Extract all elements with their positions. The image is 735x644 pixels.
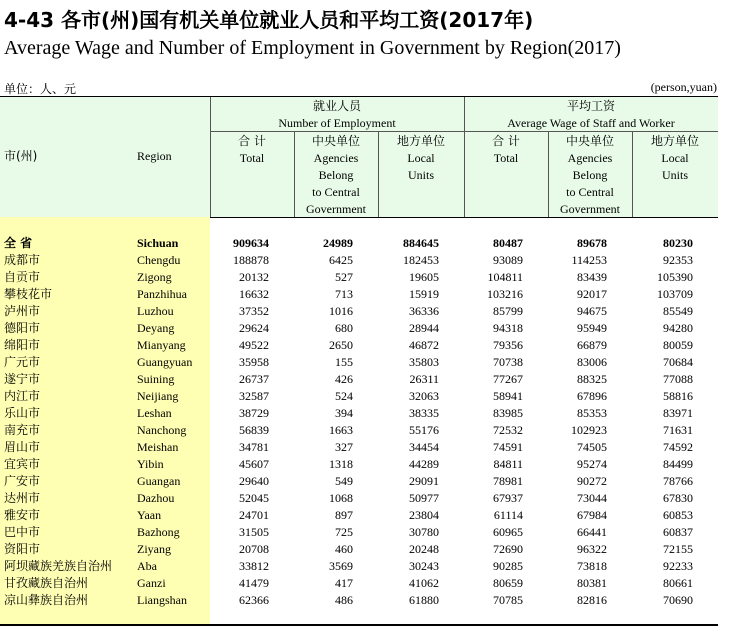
cell-wage-total: 60965: [493, 525, 523, 539]
region-name-cn: 眉山市: [4, 440, 41, 454]
cell-wage-local: 85549: [663, 304, 693, 318]
header-wage-local-en2: Units: [661, 168, 688, 182]
cell-emp-total: 16632: [239, 287, 269, 301]
cell-emp-central: 897: [335, 508, 353, 522]
cell-wage-central: 102923: [571, 423, 607, 437]
cell-wage-central: 90272: [577, 474, 607, 488]
cell-emp-total: 24701: [239, 508, 269, 522]
cell-wage-local: 72155: [663, 542, 693, 556]
cell-wage-total: 67937: [493, 491, 523, 505]
cell-emp-total: 37352: [239, 304, 269, 318]
cell-wage-local: 67830: [663, 491, 693, 505]
cell-emp-central: 3569: [329, 559, 353, 573]
header-emp-central-en4: Government: [306, 202, 366, 216]
cell-emp-central: 1068: [329, 491, 353, 505]
region-name-cn: 遂宁市: [4, 372, 41, 386]
header-wage-total-cn: 合 计: [492, 134, 520, 148]
header-wage-cn: 平均工资: [566, 99, 615, 113]
header-wage-central-cn: 中央单位: [565, 134, 614, 148]
header-city: 市(州): [4, 149, 38, 163]
cell-wage-total: 79356: [493, 338, 523, 352]
table-row: [0, 337, 718, 354]
region-name-cn: 德阳市: [4, 321, 41, 335]
cell-emp-local: 50977: [409, 491, 439, 505]
cell-emp-central: 417: [335, 576, 353, 590]
cell-wage-total: 70738: [493, 355, 523, 369]
cell-emp-total: 29624: [239, 321, 269, 335]
cell-wage-total: 83985: [493, 406, 523, 420]
page-title-en: Average Wage and Number of Employment in Government by Region(2017): [4, 37, 621, 59]
table-row: [0, 575, 718, 592]
cell-wage-local: 78766: [663, 474, 693, 488]
cell-emp-local: 26311: [409, 372, 439, 386]
cell-emp-local: 20248: [409, 542, 439, 556]
cell-emp-central: 725: [335, 525, 353, 539]
cell-emp-central: 327: [335, 440, 353, 454]
cell-wage-local: 80059: [663, 338, 693, 352]
header-employment-en: Number of Employment: [278, 116, 396, 130]
header-wage-local-en1: Local: [661, 151, 689, 165]
region-name-en: Chengdu: [137, 253, 181, 267]
table-row: [0, 286, 718, 303]
unit-label-en: (person,yuan): [650, 80, 717, 94]
cell-emp-central: 713: [335, 287, 353, 301]
cell-emp-total: 29640: [239, 474, 269, 488]
region-name-en: Bazhong: [137, 525, 180, 539]
cell-emp-local: 36336: [409, 304, 439, 318]
cell-emp-total: 62366: [239, 593, 269, 607]
table-row: [0, 354, 718, 371]
cell-wage-total: 103216: [487, 287, 523, 301]
region-name-en: Aba: [137, 559, 157, 573]
cell-wage-central: 88325: [577, 372, 607, 386]
region-name-cn: 攀枝花市: [4, 287, 53, 301]
header-wage-en: Average Wage of Staff and Worker: [507, 116, 675, 130]
cell-emp-total: 49522: [239, 338, 269, 352]
cell-wage-local: 80230: [663, 236, 693, 250]
cell-emp-total: 35958: [239, 355, 269, 369]
region-name-cn: 雅安市: [4, 508, 41, 522]
region-name-cn: 巴中市: [4, 525, 41, 539]
table-header: [0, 97, 718, 217]
table-row: [0, 524, 718, 541]
table-row: [0, 269, 718, 286]
header-emp-central-en1: Agencies: [313, 151, 359, 165]
table-row: [0, 388, 718, 405]
cell-wage-total: 93089: [493, 253, 523, 267]
header-emp-local-en1: Local: [407, 151, 435, 165]
cell-emp-central: 527: [335, 270, 353, 284]
cell-wage-central: 83439: [577, 270, 607, 284]
cell-wage-central: 80381: [577, 576, 607, 590]
cell-wage-local: 83971: [663, 406, 693, 420]
region-name-cn: 达州市: [4, 491, 41, 505]
table-row: [0, 558, 718, 575]
cell-emp-local: 23804: [409, 508, 439, 522]
cell-emp-total: 909634: [233, 236, 269, 250]
header-emp-total-en: Total: [239, 151, 265, 165]
cell-wage-local: 70690: [663, 593, 693, 607]
cell-wage-local: 58816: [663, 389, 693, 403]
table-body: [0, 235, 718, 609]
cell-emp-central: 1318: [329, 457, 353, 471]
cell-wage-total: 104811: [487, 270, 523, 284]
region-name-en: Suining: [137, 372, 175, 386]
cell-emp-local: 19605: [409, 270, 439, 284]
cell-emp-total: 38729: [239, 406, 269, 420]
table-row: [0, 541, 718, 558]
region-name-en: Yaan: [137, 508, 162, 522]
cell-wage-local: 71631: [663, 423, 693, 437]
cell-emp-central: 155: [335, 355, 353, 369]
cell-emp-local: 44289: [409, 457, 439, 471]
cell-emp-central: 2650: [329, 338, 353, 352]
region-name-cn: 泸州市: [4, 304, 41, 318]
region-name-en: Guangan: [137, 474, 181, 488]
cell-wage-local: 74592: [663, 440, 693, 454]
cell-wage-central: 96322: [577, 542, 607, 556]
region-name-en: Nanchong: [137, 423, 187, 437]
region-name-en: Yibin: [137, 457, 164, 471]
table-row: [0, 507, 718, 524]
page-title-cn: 4-43 各市(州)国有机关单位就业人员和平均工资(2017年): [4, 8, 534, 32]
cell-wage-local: 105390: [657, 270, 693, 284]
cell-wage-total: 77267: [493, 372, 523, 386]
cell-emp-local: 38335: [409, 406, 439, 420]
region-name-en: Liangshan: [137, 593, 187, 607]
cell-emp-local: 28944: [409, 321, 439, 335]
cell-wage-total: 72690: [493, 542, 523, 556]
cell-emp-central: 6425: [329, 253, 353, 267]
cell-wage-central: 67896: [577, 389, 607, 403]
table-bottom-rule: [0, 624, 718, 626]
cell-wage-central: 94675: [577, 304, 607, 318]
cell-wage-local: 103709: [657, 287, 693, 301]
header-wage-local-cn: 地方单位: [650, 134, 699, 148]
table-row: [0, 320, 718, 337]
header-emp-local-en2: Units: [407, 168, 434, 182]
header-emp-central-en2: Belong: [318, 168, 354, 182]
cell-emp-central: 524: [335, 389, 353, 403]
cell-wage-central: 85353: [577, 406, 607, 420]
table-row: [0, 473, 718, 490]
cell-emp-local: 35803: [409, 355, 439, 369]
region-name-en: Mianyang: [137, 338, 186, 352]
header-emp-central-en3: to Central: [312, 185, 360, 199]
region-name-en: Panzhihua: [137, 287, 187, 301]
region-name-en: Ganzi: [137, 576, 166, 590]
region-name-en: Dazhou: [137, 491, 175, 505]
region-name-en: Leshan: [137, 406, 172, 420]
table-row: [0, 235, 718, 252]
cell-wage-central: 66441: [577, 525, 607, 539]
table-row: [0, 303, 718, 320]
cell-emp-local: 46872: [409, 338, 439, 352]
cell-emp-total: 20708: [239, 542, 269, 556]
cell-emp-local: 30780: [409, 525, 439, 539]
cell-emp-local: 15919: [409, 287, 439, 301]
cell-wage-central: 95949: [577, 321, 607, 335]
cell-emp-local: 182453: [403, 253, 439, 267]
cell-emp-local: 61880: [409, 593, 439, 607]
cell-wage-local: 84499: [663, 457, 693, 471]
header-emp-total-cn: 合 计: [238, 134, 266, 148]
cell-wage-central: 114253: [571, 253, 607, 267]
cell-wage-total: 94318: [493, 321, 523, 335]
region-name-en: Ziyang: [137, 542, 171, 556]
cell-wage-local: 60837: [663, 525, 693, 539]
region-name-cn: 内江市: [4, 389, 41, 403]
cell-emp-central: 24989: [323, 236, 353, 250]
region-name-cn: 广元市: [4, 355, 41, 369]
region-name-cn: 南充市: [4, 423, 41, 437]
region-name-en: Deyang: [137, 321, 175, 335]
region-name-en: Luzhou: [137, 304, 174, 318]
region-name-en: Guangyuan: [137, 355, 193, 369]
cell-wage-total: 80659: [493, 576, 523, 590]
header-wage-central-en1: Agencies: [567, 151, 613, 165]
cell-wage-local: 92353: [663, 253, 693, 267]
cell-emp-central: 1663: [329, 423, 353, 437]
cell-emp-local: 884645: [403, 236, 439, 250]
cell-emp-central: 426: [335, 372, 353, 386]
header-employment-cn: 就业人员: [312, 99, 361, 113]
region-name-en: Neijiang: [137, 389, 179, 403]
cell-wage-total: 85799: [493, 304, 523, 318]
cell-wage-total: 70785: [493, 593, 523, 607]
cell-wage-central: 73044: [577, 491, 607, 505]
cell-emp-local: 34454: [409, 440, 439, 454]
region-name-cn: 资阳市: [4, 542, 41, 556]
table-row: [0, 490, 718, 507]
cell-wage-central: 67984: [577, 508, 607, 522]
cell-emp-total: 26737: [239, 372, 269, 386]
cell-wage-central: 66879: [577, 338, 607, 352]
table-row: [0, 405, 718, 422]
cell-emp-local: 55176: [409, 423, 439, 437]
table-row: [0, 371, 718, 388]
cell-emp-total: 52045: [239, 491, 269, 505]
cell-wage-total: 61114: [493, 508, 523, 522]
region-name-cn: 凉山彝族自治州: [4, 593, 89, 607]
region-name-en: Meishan: [137, 440, 179, 454]
region-name-cn: 自贡市: [4, 270, 41, 284]
region-name-cn: 乐山市: [4, 406, 41, 420]
unit-label-cn: 单位：人、元: [4, 82, 77, 96]
cell-wage-total: 90285: [493, 559, 523, 573]
cell-emp-total: 32587: [239, 389, 269, 403]
cell-emp-total: 31505: [239, 525, 269, 539]
cell-wage-local: 60853: [663, 508, 693, 522]
cell-wage-total: 72532: [493, 423, 523, 437]
cell-emp-central: 486: [335, 593, 353, 607]
cell-emp-local: 29091: [409, 474, 439, 488]
cell-wage-local: 77088: [663, 372, 693, 386]
cell-emp-total: 41479: [239, 576, 269, 590]
cell-emp-total: 20132: [239, 270, 269, 284]
header-wage-total-en: Total: [493, 151, 519, 165]
cell-emp-central: 549: [335, 474, 353, 488]
cell-emp-central: 1016: [329, 304, 353, 318]
cell-wage-central: 82816: [577, 593, 607, 607]
region-name-cn: 阿坝藏族羌族自治州: [4, 559, 113, 573]
cell-wage-total: 58941: [493, 389, 523, 403]
cell-wage-local: 92233: [663, 559, 693, 573]
cell-wage-local: 94280: [663, 321, 693, 335]
region-name-cn: 甘孜藏族自治州: [4, 576, 89, 590]
region-name-cn: 全 省: [4, 236, 33, 250]
cell-emp-total: 45607: [239, 457, 269, 471]
region-name-cn: 成都市: [4, 253, 41, 267]
table-row: [0, 439, 718, 456]
header-wage-central-en4: Government: [560, 202, 620, 216]
cell-wage-total: 80487: [493, 236, 523, 250]
region-name-en: Sichuan: [137, 236, 179, 250]
table-row: [0, 252, 718, 269]
cell-emp-central: 460: [335, 542, 353, 556]
region-name-cn: 广安市: [4, 474, 41, 488]
region-name-cn: 绵阳市: [4, 338, 41, 352]
header-wage-central-en2: Belong: [572, 168, 608, 182]
cell-emp-central: 394: [335, 406, 353, 420]
table-row: [0, 592, 718, 609]
cell-emp-total: 33812: [239, 559, 269, 573]
cell-emp-total: 34781: [239, 440, 269, 454]
cell-emp-total: 56839: [239, 423, 269, 437]
header-wage-central-en3: to Central: [566, 185, 614, 199]
cell-wage-central: 89678: [577, 236, 607, 250]
cell-wage-central: 74505: [577, 440, 607, 454]
cell-wage-central: 95274: [577, 457, 607, 471]
cell-wage-total: 84811: [493, 457, 523, 471]
table-row: [0, 456, 718, 473]
cell-wage-total: 78981: [493, 474, 523, 488]
header-region: Region: [137, 149, 172, 163]
cell-emp-local: 30243: [409, 559, 439, 573]
cell-wage-central: 92017: [577, 287, 607, 301]
cell-emp-central: 680: [335, 321, 353, 335]
cell-emp-total: 188878: [233, 253, 269, 267]
table-row: [0, 422, 718, 439]
cell-wage-central: 83006: [577, 355, 607, 369]
header-emp-local-cn: 地方单位: [396, 134, 445, 148]
region-name-cn: 宜宾市: [4, 457, 41, 471]
cell-wage-total: 74591: [493, 440, 523, 454]
cell-emp-local: 32063: [409, 389, 439, 403]
cell-wage-local: 70684: [663, 355, 693, 369]
cell-wage-central: 73818: [577, 559, 607, 573]
cell-emp-local: 41062: [409, 576, 439, 590]
header-emp-central-cn: 中央单位: [311, 134, 360, 148]
cell-wage-local: 80661: [663, 576, 693, 590]
region-name-en: Zigong: [137, 270, 172, 284]
